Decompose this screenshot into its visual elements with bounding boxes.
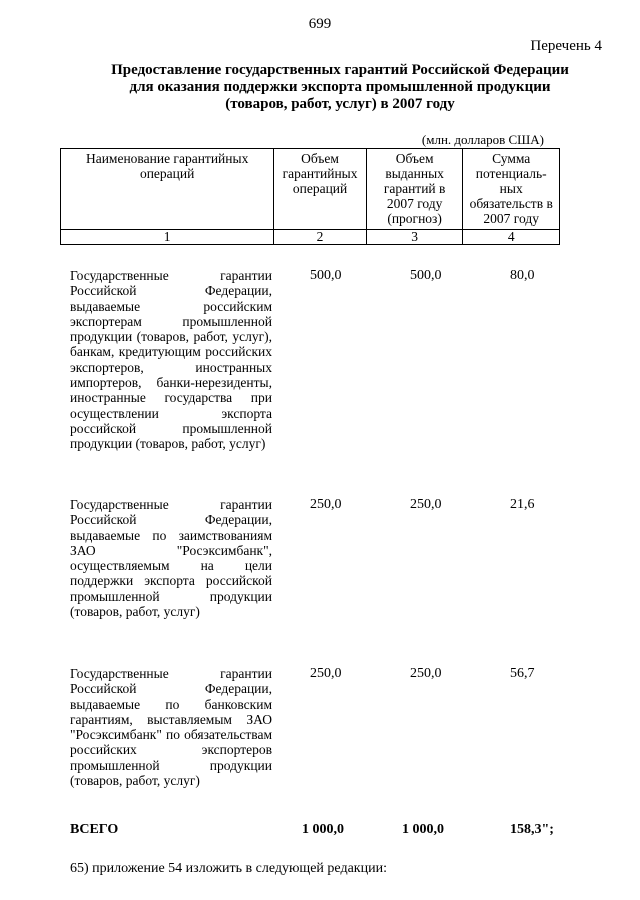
footer-note: 65) приложение 54 изложить в следующей редакции: <box>70 861 387 876</box>
header-issued-volume: Объем выданных гарантий в 2007 году (прогноз) <box>366 149 463 230</box>
issued-volume: 250,0 <box>410 497 442 512</box>
header-operations-volume: Объем гарантийных операций <box>274 149 367 230</box>
units-label: (млн. долларов США) <box>421 132 544 147</box>
operation-name: Государственные гарантии Российской Федерации, выдаваемые по банковским гарантиям, выставляемым ЗАО "Росэксимбанк" по обязательствам российских экспортеров промышленной продукции (товаров, работ, услуг) <box>70 666 272 789</box>
column-number: 1 <box>61 230 274 245</box>
operations-volume: 250,0 <box>310 666 342 681</box>
total-potential-liabilities: 158,3"; <box>510 822 554 837</box>
column-number: 4 <box>463 230 560 245</box>
title-line: для оказания поддержки экспорта промышленной продукции <box>129 79 551 95</box>
page-number: 699 <box>308 16 332 32</box>
total-label: ВСЕГО <box>70 822 119 837</box>
title-line: Предоставление государственных гарантий Российской Федерации <box>111 62 569 78</box>
operation-name: Государственные гарантии Российской Федерации, выдаваемые по заимствованиям ЗАО "Росэксимбанк", осуществляемым на цели поддержки экспорта российской промышленной продукции (товаров, работ, услуг) <box>70 497 272 620</box>
title-line: (товаров, работ, услуг) в 2007 году <box>225 96 455 112</box>
list-label: Перечень 4 <box>530 38 602 54</box>
header-potential-liabilities: Сумма потенциаль-ных обязательств в 2007 году <box>463 149 560 230</box>
issued-volume: 250,0 <box>410 666 442 681</box>
total-issued-volume: 1 000,0 <box>402 822 444 837</box>
column-number: 3 <box>366 230 463 245</box>
potential-liabilities: 80,0 <box>510 268 535 283</box>
potential-liabilities: 21,6 <box>510 497 535 512</box>
header-operation-name: Наименование гарантийных операций <box>61 149 274 230</box>
operations-volume: 250,0 <box>310 497 342 512</box>
total-operations-volume: 1 000,0 <box>302 822 344 837</box>
document-title <box>60 62 620 113</box>
table-header <box>60 148 560 245</box>
potential-liabilities: 56,7 <box>510 666 535 681</box>
operation-name: Государственные гарантии Российской Федерации, выдаваемые российским экспортерам промышленной продукции (товаров, работ, услуг), банкам, кредитующим российских экспортеров, иностранных импортеров, банки-нерезиденты, иностранные государства при осуществлении экспорта российской промышленной продукции (товаров, работ, услуг) <box>70 268 272 452</box>
operations-volume: 500,0 <box>310 268 342 283</box>
column-number: 2 <box>274 230 367 245</box>
issued-volume: 500,0 <box>410 268 442 283</box>
